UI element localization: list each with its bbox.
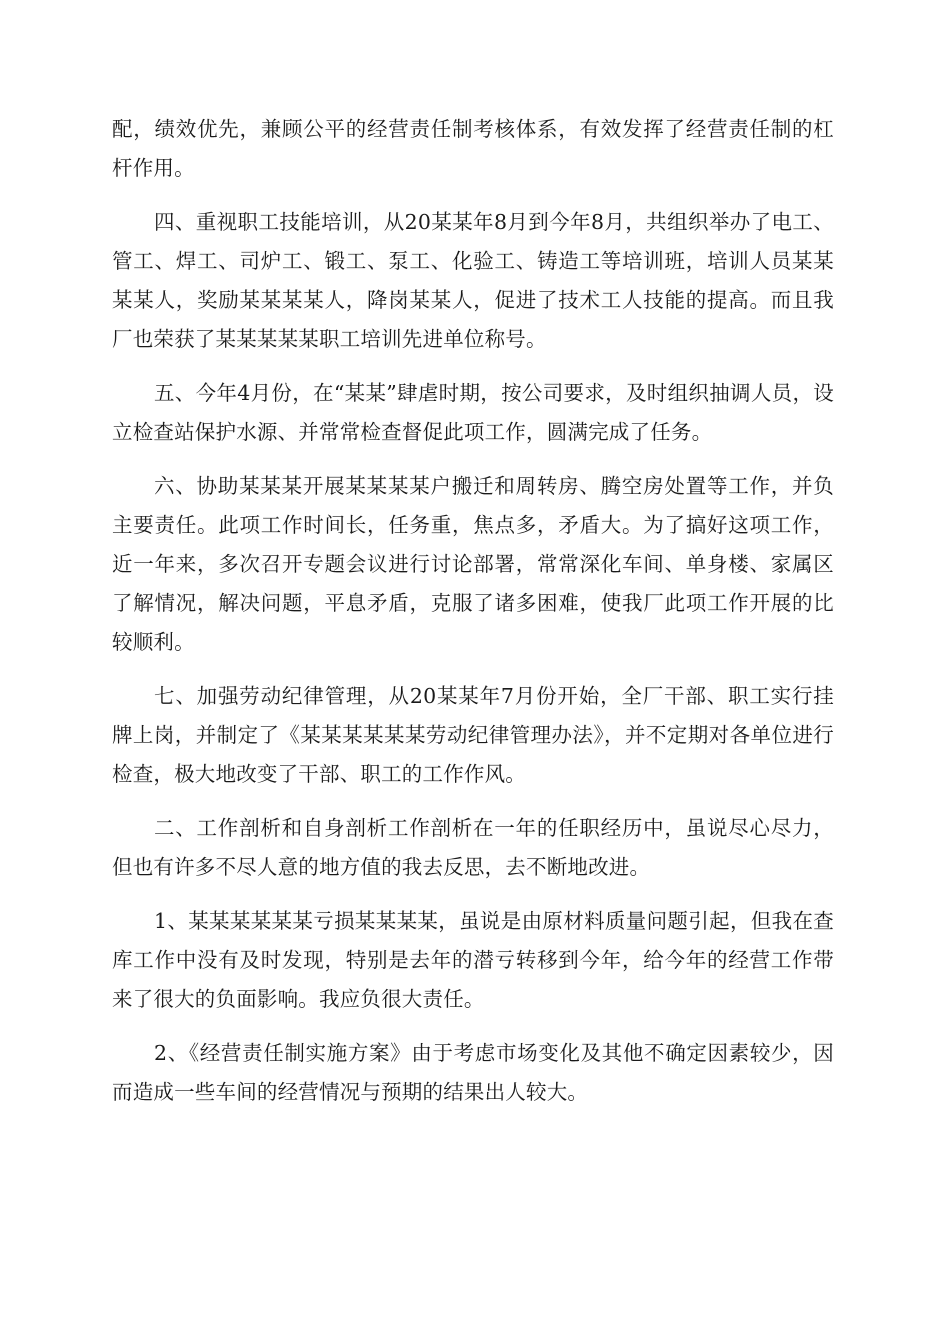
document-body — [112, 110, 834, 1127]
section-heading-analysis: 二、工作剖析和自身剖析工作剖析在一年的任职经历中，虽说尽心尽力，但也有许多不尽人意的地方值的我去反思，去不断地改进。 — [112, 816, 834, 879]
paragraph-item-five: 五、今年4月份，在“某某”肆虐时期，按公司要求，及时组织抽调人员，设立检查站保护水源、并常常检查督促此项工作，圆满完成了任务。 — [112, 381, 834, 444]
paragraph-point-one: 1、某某某某某某亏损某某某某，虽说是由原材料质量问题引起，但我在查库工作中没有及时发现，特别是去年的潜亏转移到今年，给今年的经营工作带来了很大的负面影响。我应负很大责任。 — [112, 909, 834, 1011]
paragraph-item-six: 六、协助某某某开展某某某某户搬迁和周转房、腾空房处置等工作，并负主要责任。此项工作时间长，任务重，焦点多，矛盾大。为了搞好这项工作，近一年来，多次召开专题会议进行讨论部署，常常深化车间、单身楼、家属区了解情况，解决问题，平息矛盾，克服了诸多困难，使我厂此项工作开展的比较顺利。 — [112, 474, 834, 654]
paragraph-point-two: 2、《经营责任制实施方案》由于考虑市场变化及其他不确定因素较少，因而造成一些车间的经营情况与预期的结果出人较大。 — [112, 1041, 834, 1104]
paragraph-item-four: 四、重视职工技能培训，从20某某年8月到今年8月，共组织举办了电工、管工、焊工、司炉工、锻工、泵工、化验工、铸造工等培训班，培训人员某某某某人，奖励某某某某人，降岗某某人，促进了技术工人技能的提高。而且我厂也荣获了某某某某某职工培训先进单位称号。 — [112, 210, 834, 351]
paragraph-continuation: 配，绩效优先，兼顾公平的经营责任制考核体系，有效发挥了经营责任制的杠杆作用。 — [112, 117, 834, 180]
paragraph-item-seven: 七、加强劳动纪律管理，从20某某年7月份开始，全厂干部、职工实行挂牌上岗，并制定了《某某某某某某劳动纪律管理办法》，并不定期对各单位进行检查，极大地改变了干部、职工的工作作风。 — [112, 684, 834, 786]
